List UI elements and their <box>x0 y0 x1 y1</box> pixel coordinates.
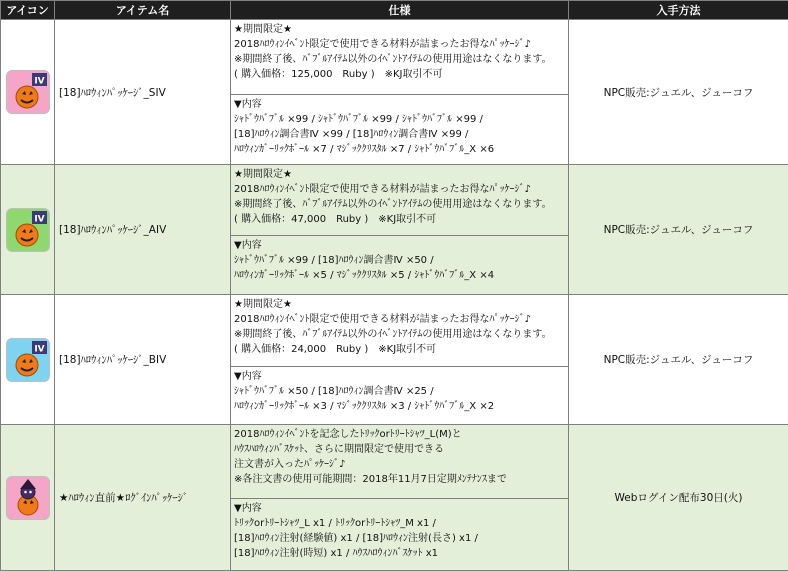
spec-line: ★期間限定★ <box>234 299 292 310</box>
spec-bottom <box>231 499 569 571</box>
spec-line: 2018ﾊﾛｳｨﾝｲﾍﾞﾝﾄ限定で使用できる材料が詰まったお得なﾊﾟｯｹｰｼﾞ♪ <box>234 39 531 50</box>
spec-line: ※期間終了後、ﾊﾞﾌﾞﾙｱｲﾃﾑ以外のｲﾍﾞﾝﾄｱｲﾃﾑの使用用途はなくなります。 <box>234 54 552 65</box>
spec-line: 2018ﾊﾛｳｨﾝｲﾍﾞﾝﾄ限定で使用できる材料が詰まったお得なﾊﾟｯｹｰｼﾞ♪ <box>234 314 531 325</box>
header-spec: 仕様 <box>231 1 569 20</box>
spec-line: [18]ﾊﾛｳｨﾝ注射(経験値) x1 / [18]ﾊﾛｳｨﾝ注射(長さ) x1 / <box>234 533 478 544</box>
item-name: [18]ﾊﾛｳｨﾝﾊﾟｯｹｰｼﾞ_BIV <box>55 295 231 425</box>
spec-line: [18]ﾊﾛｳｨﾝ調合書Ⅳ ×99 / [18]ﾊﾛｳｨﾝ調合書Ⅳ ×99 / <box>234 129 469 140</box>
table-row <box>1 20 788 95</box>
item-name: [18]ﾊﾛｳｨﾝﾊﾟｯｹｰｼﾞ_SIV <box>55 20 231 165</box>
spec-line: ▼内容 <box>234 503 262 514</box>
icon-cell <box>1 295 55 425</box>
svg-text:IV: IV <box>33 214 45 224</box>
item-name: [18]ﾊﾛｳｨﾝﾊﾟｯｹｰｼﾞ_AIV <box>55 165 231 295</box>
acquisition-method: NPC販売:ジュエル、ジューコフ <box>569 165 788 295</box>
header-row <box>1 1 788 20</box>
header-method: 入手方法 <box>569 1 788 20</box>
spec-top <box>231 295 569 367</box>
spec-top <box>231 20 569 95</box>
icon-cell <box>1 425 55 571</box>
header-name: アイテム名 <box>55 1 231 20</box>
spec-line: ﾊﾛｳｨﾝｶﾞｰﾘｯｸﾎﾞｰﾙ ×5 / ﾏｼﾞｯｸｸﾘｽﾀﾙ ×5 / ｼｬﾄﾞｳﾊﾞﾌﾞﾙ_X ×4 <box>234 270 495 281</box>
table-row <box>1 165 788 236</box>
icon-cell <box>1 165 55 295</box>
spec-line: ※各注文書の使用可能期間：2018年11月7日定期ﾒﾝﾃﾅﾝｽまで <box>234 474 507 485</box>
icon-cell <box>1 20 55 165</box>
spec-line: ※期間終了後、ﾊﾞﾌﾞﾙｱｲﾃﾑ以外のｲﾍﾞﾝﾄｱｲﾃﾑの使用用途はなくなります。 <box>234 329 552 340</box>
header-icon: アイコン <box>1 1 55 20</box>
table-row <box>1 425 788 499</box>
spec-top <box>231 425 569 499</box>
halloween-login-package-icon <box>6 476 50 520</box>
svg-text:IV: IV <box>33 76 45 87</box>
acquisition-method: Webログイン配布30日(火) <box>569 425 788 571</box>
acquisition-method: NPC販売:ジュエル、ジューコフ <box>569 20 788 165</box>
spec-line: ｼｬﾄﾞｳﾊﾞﾌﾞﾙ ×50 / [18]ﾊﾛｳｨﾝ調合書Ⅳ ×25 / <box>234 386 434 397</box>
spec-bottom <box>231 95 569 165</box>
spec-line: ﾊｳｽﾊﾛｳｨﾝﾊﾞｽｹｯﾄ、さらに期間限定で使用できる <box>234 444 444 455</box>
spec-bottom <box>231 236 569 295</box>
spec-line: ﾊﾛｳｨﾝｶﾞｰﾘｯｸﾎﾞｰﾙ ×7 / ﾏｼﾞｯｸｸﾘｽﾀﾙ ×7 / ｼｬﾄﾞｳﾊﾞﾌﾞﾙ_X ×6 <box>234 144 495 155</box>
spec-line: ▼内容 <box>234 99 262 110</box>
spec-top <box>231 165 569 236</box>
spec-line: ｼｬﾄﾞｳﾊﾞﾌﾞﾙ ×99 / ｼｬﾄﾞｳﾊﾞﾌﾞﾙ ×99 / ｼｬﾄﾞｳﾊﾞﾌﾞﾙ ×99 / <box>234 114 483 125</box>
pumpkin-package-icon <box>6 208 50 252</box>
acquisition-method: NPC販売:ジュエル、ジューコフ <box>569 295 788 425</box>
svg-text:IV: IV <box>33 344 45 354</box>
spec-line: ▼内容 <box>234 240 262 251</box>
spec-line: ※期間終了後、ﾊﾞﾌﾞﾙｱｲﾃﾑ以外のｲﾍﾞﾝﾄｱｲﾃﾑの使用用途はなくなります。 <box>234 199 552 210</box>
item-name: ★ﾊﾛｳｨﾝ直前★ﾛｸﾞｲﾝﾊﾟｯｹｰｼﾞ <box>55 425 231 571</box>
spec-bottom <box>231 367 569 425</box>
spec-line: ( 購入価格：24,000 Ruby ) ※KJ取引不可 <box>234 344 437 355</box>
spec-line: ★期間限定★ <box>234 24 292 35</box>
spec-line: ﾄﾘｯｸorﾄﾘｰﾄｼｬﾂ_L x1 / ﾄﾘｯｸorﾄﾘｰﾄｼｬﾂ_M x1 / <box>234 518 436 529</box>
spec-line: 2018ﾊﾛｳｨﾝｲﾍﾞﾝﾄ限定で使用できる材料が詰まったお得なﾊﾟｯｹｰｼﾞ♪ <box>234 184 531 195</box>
pumpkin-package-icon <box>6 70 50 114</box>
spec-line: ｼｬﾄﾞｳﾊﾞﾌﾞﾙ ×99 / [18]ﾊﾛｳｨﾝ調合書Ⅳ ×50 / <box>234 255 434 266</box>
spec-line: ( 購入価格：125,000 Ruby ) ※KJ取引不可 <box>234 69 443 80</box>
table-row <box>1 295 788 367</box>
spec-line: ﾊﾛｳｨﾝｶﾞｰﾘｯｸﾎﾞｰﾙ ×3 / ﾏｼﾞｯｸｸﾘｽﾀﾙ ×3 / ｼｬﾄﾞｳﾊﾞﾌﾞﾙ_X ×2 <box>234 401 495 412</box>
spec-line: [18]ﾊﾛｳｨﾝ注射(時短) x1 / ﾊｳｽﾊﾛｳｨﾝﾊﾞｽｹｯﾄ x1 <box>234 548 438 559</box>
spec-line: ★期間限定★ <box>234 169 292 180</box>
spec-line: 注文書が入ったﾊﾟｯｹｰｼﾞ♪ <box>234 459 346 470</box>
spec-line: ( 購入価格：47,000 Ruby ) ※KJ取引不可 <box>234 214 437 225</box>
spec-line: 2018ﾊﾛｳｨﾝｲﾍﾞﾝﾄを記念したﾄﾘｯｸorﾄﾘｰﾄｼｬﾂ_L(M)と <box>234 429 462 440</box>
pumpkin-package-icon <box>6 338 50 382</box>
spec-line: ▼内容 <box>234 371 262 382</box>
